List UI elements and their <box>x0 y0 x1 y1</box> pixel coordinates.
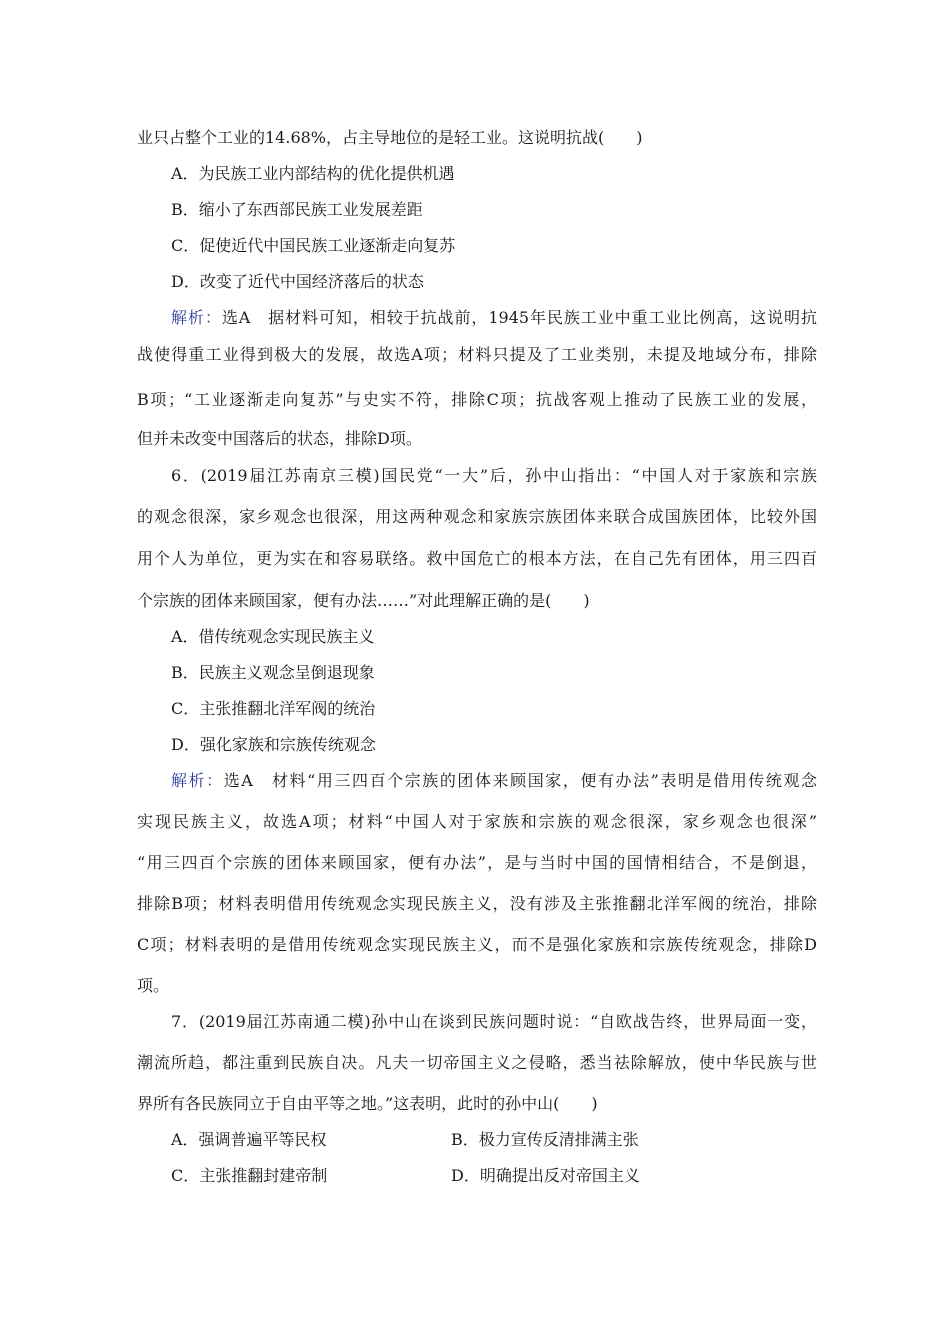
q5-option-d: D．改变了近代中国经济落后的状态 <box>171 272 424 291</box>
q7-stem-line-3: 界所有各民族同立于自由平等之地。”这表明，此时的孙中山( ) <box>137 1094 598 1113</box>
q7-option-c: C．主张推翻封建帝制 <box>171 1166 328 1185</box>
q6-analysis-line-5: C项；材料表明的是借用传统观念实现民族主义，而不是强化家族和宗族传统观念，排除D <box>137 935 817 954</box>
q6-analysis-line-3: “用三四百个宗族的团体来顾国家，便有办法”，是与当时中国的国情相结合，不是倒退， <box>137 853 817 872</box>
q6-stem-line-3: 用个人为单位，更为实在和容易联络。救中国危亡的根本方法，在自己先有团体，用三四百 <box>137 549 817 568</box>
q5-analysis-line-1: 解析：选A 据材料可知，相较于抗战前，1945年民族工业中重工业比例高，这说明抗 <box>171 308 817 327</box>
q6-stem-line-2: 的观念很深，家乡观念也很深，用这两种观念和家族宗族团体来联合成国族团体，比较外国 <box>137 507 817 526</box>
q6-analysis-line-4: 排除B项；材料表明借用传统观念实现民族主义，没有涉及主张推翻北洋军阀的统治，排除 <box>137 894 817 913</box>
q6-analysis-line-2: 实现民族主义，故选A项；材料“中国人对于家族和宗族的观念很深，家乡观念也很深” <box>137 812 817 831</box>
q6-analysis-line-6: 项。 <box>137 976 170 995</box>
q6-analysis-label: 解析： <box>171 771 224 790</box>
q7-option-b: B．极力宣传反清排满主张 <box>451 1130 639 1149</box>
q5-analysis-label: 解析： <box>171 308 222 327</box>
q6-option-b: B．民族主义观念呈倒退现象 <box>171 663 375 682</box>
q5-analysis-line-3: B项；“工业逐渐走向复苏”与史实不符，排除C项；抗战客观上推动了民族工业的发展， <box>137 390 817 409</box>
q6-option-c: C．主张推翻北洋军阀的统治 <box>171 699 376 718</box>
q6-option-d: D．强化家族和宗族传统观念 <box>171 735 376 754</box>
q5-stem-tail: 业只占整个工业的14.68%，占主导地位的是轻工业。这说明抗战( ) <box>137 128 643 147</box>
q7-option-a: A．强调普遍平等民权 <box>171 1130 327 1149</box>
q5-option-a: A．为民族工业内部结构的优化提供机遇 <box>171 164 455 183</box>
q5-analysis-line-4: 但并未改变中国落后的状态，排除D项。 <box>137 429 422 448</box>
q7-stem-line-2: 潮流所趋，都注重到民族自决。凡夫一切帝国主义之侵略，悉当祛除解放，使中华民族与世 <box>137 1053 817 1072</box>
q6-stem-line-1: 6．(2019届江苏南京三模)国民党“一大”后，孙中山指出：“中国人对于家族和宗族 <box>171 466 817 485</box>
q7-option-d: D．明确提出反对帝国主义 <box>451 1166 640 1185</box>
q6-analysis-line-1: 解析：选A 材料“用三四百个宗族的团体来顾国家，便有办法”表明是借用传统观念 <box>171 771 817 790</box>
q5-option-c: C．促使近代中国民族工业逐渐走向复苏 <box>171 236 456 255</box>
q5-option-b: B．缩小了东西部民族工业发展差距 <box>171 200 423 219</box>
q5-analysis-line-2: 战使得重工业得到极大的发展，故选A项；材料只提及了工业类别，未提及地域分布，排除 <box>137 345 817 364</box>
q6-option-a: A．借传统观念实现民族主义 <box>171 627 375 646</box>
q6-stem-line-4: 个宗族的团体来顾国家，便有办法……”对此理解正确的是( ) <box>137 591 590 610</box>
q7-stem-line-1: 7．(2019届江苏南通二模)孙中山在谈到民族问题时说：“自欧战告终，世界局面一变， <box>171 1012 817 1031</box>
